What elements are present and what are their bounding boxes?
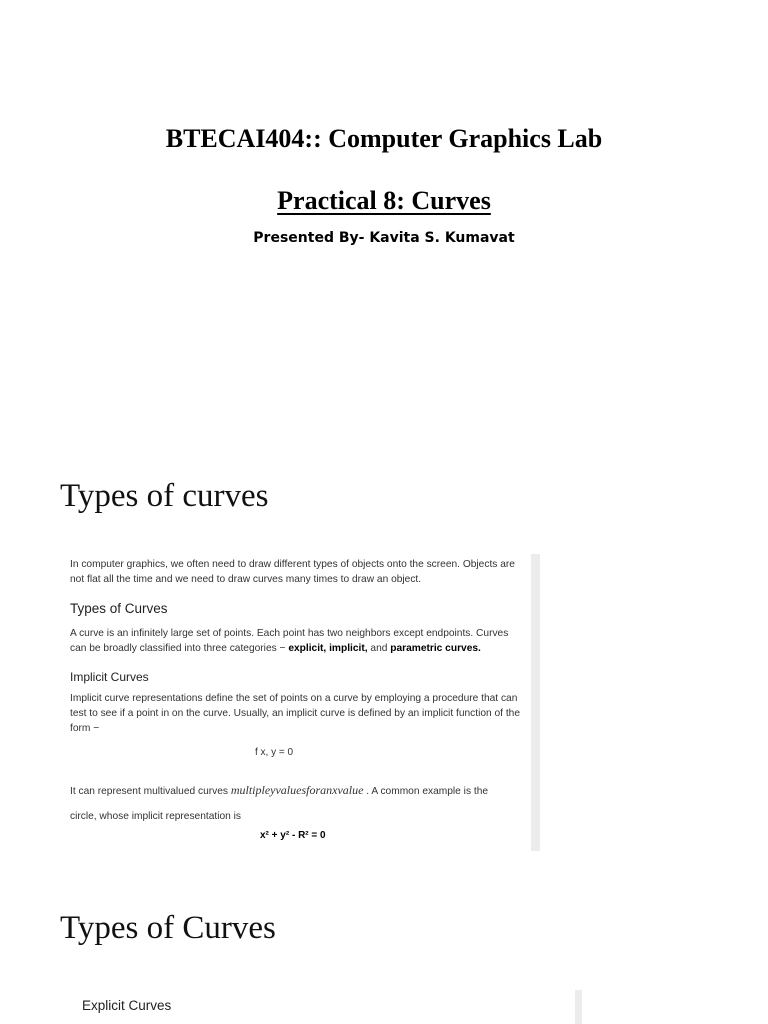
practical-title-text: Practical 8: Curves: [277, 186, 491, 215]
section-text-and: and: [367, 643, 391, 654]
implicit-paragraph: Implicit curve representations define the set of points on a curve by employing a procedure that can test to see if a point in on the curve. Usually, an implicit curve is defined by an implicit function of the form −: [70, 693, 520, 734]
implicit-formula: f x, y = 0: [255, 747, 294, 758]
section-text-bold: explicit, implicit,: [288, 643, 368, 654]
intro-paragraph: In computer graphics, we often need to draw different types of objects onto the screen. Objects are not flat all the time and we need to draw curves many times to draw an object.: [70, 559, 515, 585]
circle-formula: x² + y² - R² = 0: [260, 830, 326, 841]
multivalued-paragraph: [70, 783, 525, 799]
slide-heading-types-of-curves-2: Types of Curves: [60, 910, 276, 946]
multi-text-italic: multipleyvaluesforanxvalue: [230, 783, 364, 797]
slide-heading-types-of-curves: Types of curves: [60, 478, 269, 514]
multi-text-start: It can represent multivalued curves: [70, 786, 231, 797]
practical-title: [0, 186, 768, 216]
embedded-screenshot-explicit: [62, 990, 592, 1024]
multi-text-end: . A common example is the: [363, 786, 489, 797]
document-title: BTECAI404:: Computer Graphics Lab: [165, 124, 603, 153]
implicit-title: Implicit Curves: [70, 670, 149, 684]
embedded-screenshot-curves: [62, 554, 540, 851]
explicit-curves-label: Explicit Curves: [82, 998, 172, 1013]
circle-paragraph: circle, whose implicit representation is: [70, 811, 241, 822]
section-text-bold2: parametric curves.: [390, 643, 481, 654]
scrollbar-track-2: [575, 990, 582, 1024]
scrollbar-track: [531, 554, 540, 851]
section-text-start: A curve is an infinitely large set of points. Each point has two neighbors except endpoints. Curves can be broadly classified into three categories −: [70, 628, 509, 654]
presenter-line: Presented By- Kavita S. Kumavat: [253, 230, 515, 246]
section-title: Types of Curves: [70, 601, 168, 616]
section-paragraph: [70, 626, 525, 656]
